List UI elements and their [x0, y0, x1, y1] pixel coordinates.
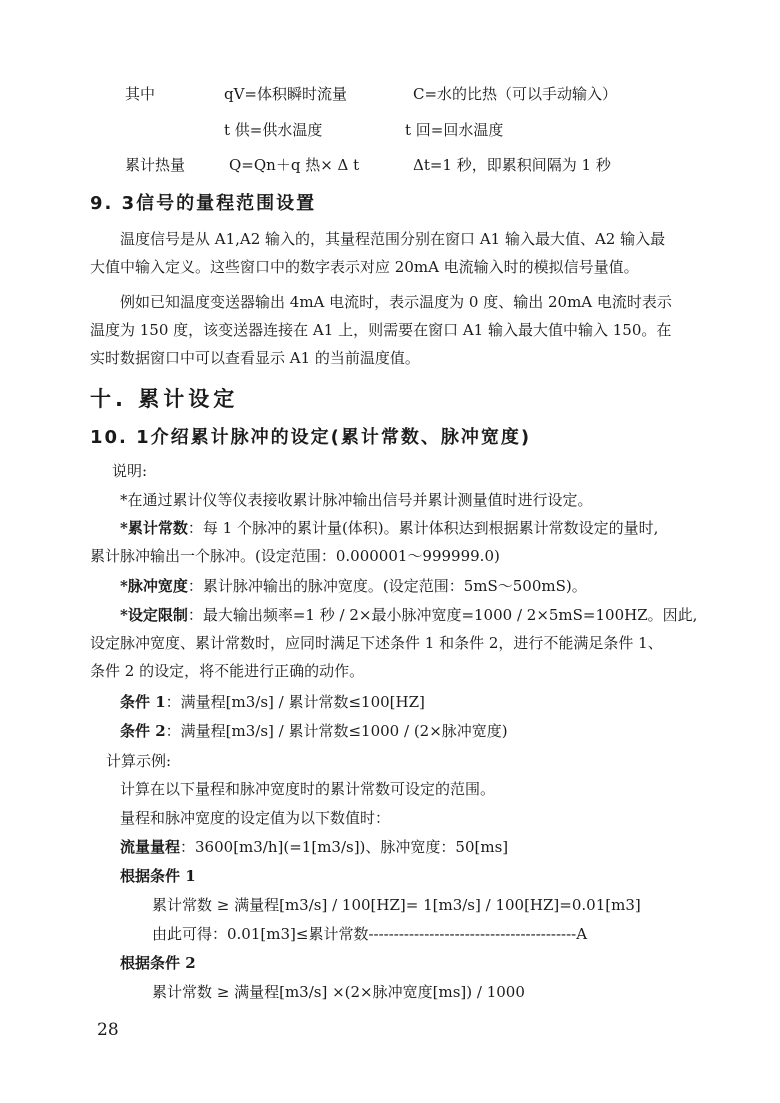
- formula-def-q: Q=Qn＋q 热× Δ t: [229, 156, 360, 174]
- condition-1-label: 条件 1: [120, 693, 166, 711]
- section-heading-9-3: 9. 3信号的量程范围设置: [90, 193, 317, 214]
- formula-line: 由此可得：0.01[m3]≤累计常数-----------------------------------------A: [152, 925, 588, 943]
- accum-constant-line: *累计常数：每 1 个脉冲的累计量(体积)。累计体积达到根据累计常数设定的量时,: [120, 519, 659, 537]
- example-label: 计算示例:: [106, 752, 172, 770]
- page-number: 28: [97, 1020, 119, 1040]
- accum-constant-label: *累计常数: [120, 519, 188, 537]
- paragraph-line: 温度信号是从 A1,A2 输入的，其量程范围分别在窗口 A1 输入最大值、A2 输入最: [120, 230, 666, 248]
- formula-def-qv: qV=体积瞬时流量: [224, 85, 348, 103]
- flow-range-line: 流量量程：3600[m3/h](=1[m3/s])、脉冲宽度：50[ms]: [120, 838, 509, 856]
- formula-label-among: 其中: [125, 85, 156, 103]
- formula-def-c: C=水的比热（可以手动输入）: [413, 85, 618, 103]
- basis-2-label: 根据条件 2: [120, 954, 196, 972]
- flow-range-label: 流量量程: [120, 838, 181, 856]
- paragraph-line: 设定脉冲宽度、累计常数时，应同时满足下述条件 1 和条件 2，进行不能满足条件 1、: [90, 634, 663, 652]
- formula-line: 累计常数 ≥ 满量程[m3/s] ×(2×脉冲宽度[ms]) / 1000: [152, 983, 525, 1001]
- chapter-heading-10: 十. 累计设定: [90, 387, 239, 411]
- paragraph-line: 例如已知温度变送器输出 4mA 电流时，表示温度为 0 度、输出 20mA 电流时表示: [120, 293, 672, 311]
- paragraph-line: 累计脉冲输出一个脉冲。(设定范围：0.000001～999999.0): [90, 547, 500, 565]
- formula-def-dt: Δt=1 秒，即累积间隔为 1 秒: [413, 156, 611, 174]
- condition-2-label: 条件 2: [120, 722, 166, 740]
- basis-1-label: 根据条件 1: [120, 867, 196, 885]
- paragraph-line: 实时数据窗口中可以查看显示 A1 的当前温度值。: [90, 349, 420, 367]
- condition-1-line: 条件 1：满量程[m3/s] / 累计常数≤100[HZ]: [120, 693, 425, 711]
- formula-def-tsupply: t 供=供水温度: [224, 121, 323, 139]
- setting-limit-line: *设定限制：最大输出频率=1 秒 / 2×最小脉冲宽度=1000 / 2×5mS=100HZ。因此,: [120, 606, 698, 624]
- formula-line: 累计常数 ≥ 满量程[m3/s] / 100[HZ]= 1[m3/s] / 100[HZ]=0.01[m3]: [152, 896, 641, 914]
- paragraph-line: 大值中输入定义。这些窗口中的数字表示对应 20mA 电流输入时的模拟信号量值。: [90, 258, 639, 276]
- setting-limit-label: *设定限制: [120, 606, 188, 624]
- note-label: 说明:: [112, 462, 148, 480]
- pulse-width-line: *脉冲宽度：累计脉冲输出的脉冲宽度。(设定范围：5mS～500mS)。: [120, 577, 587, 595]
- paragraph-line: 温度为 150 度，该变送器连接在 A1 上，则需要在窗口 A1 输入最大值中输入 150。在: [90, 321, 672, 339]
- formula-def-treturn: t 回=回水温度: [405, 121, 504, 139]
- paragraph-line: 条件 2 的设定，将不能进行正确的动作。: [90, 662, 365, 680]
- note-line: *在通过累计仪等仪表接收累计脉冲输出信号并累计测量值时进行设定。: [120, 491, 593, 509]
- condition-2-line: 条件 2：满量程[m3/s] / 累计常数≤1000 / (2×脉冲宽度): [120, 722, 508, 740]
- formula-label-heat: 累计热量: [125, 156, 186, 174]
- paragraph-line: 计算在以下量程和脉冲宽度时的累计常数可设定的范围。: [120, 780, 496, 798]
- paragraph-line: 量程和脉冲宽度的设定值为以下数值时：: [120, 809, 391, 827]
- pulse-width-label: *脉冲宽度: [120, 577, 188, 595]
- section-heading-10-1: 10. 1介绍累计脉冲的设定(累计常数、脉冲宽度): [90, 427, 532, 448]
